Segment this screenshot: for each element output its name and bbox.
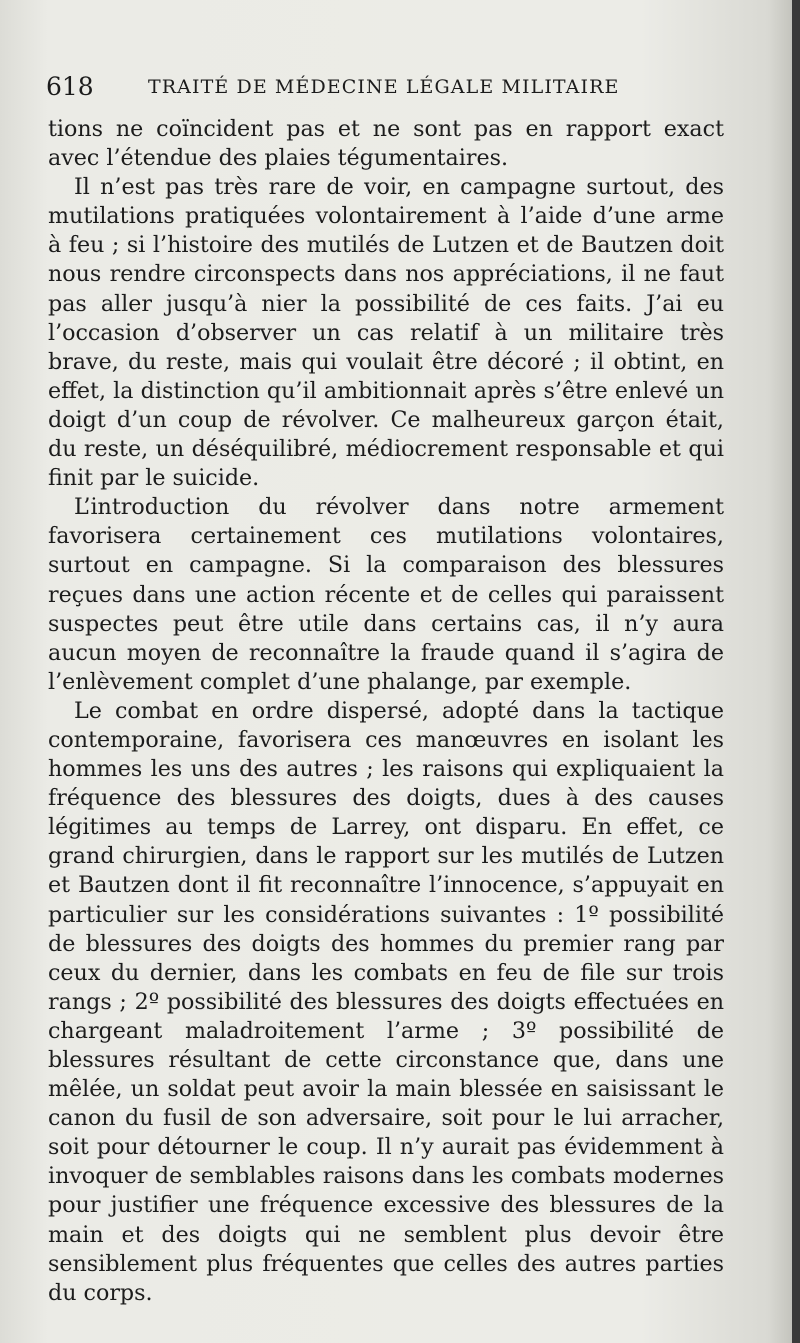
paragraph: Il n’est pas très rare de voir, en campagne surtout, des mutilations pratiquées volontairement à l’aide d’une arme à feu ; si l’histoire des mutilés de Lutzen et de Bautzen doit nous rendre circonspects dans nos appréciations, il ne faut pas aller jusqu’à nier la possibilité de ces faits. J’ai eu l’occasion d’observer un cas relatif à un militaire très brave, du reste, mais qui voulait être décoré ; il obtint, en effet, la distinction qu’il ambitionnait après s’être enlevé un doigt d’un coup de révolver. Ce malheureux garçon était, du reste, un déséquilibré, médiocrement responsable et qui finit par le suicide. [48, 174, 724, 492]
body-text [48, 115, 724, 1308]
book-spine-edge [792, 0, 800, 1343]
paragraph-continuation: tions ne coïncident pas et ne sont pas en rapport exact avec l’étendue des plaies tégumentaires. [48, 116, 724, 172]
paragraph: Le combat en ordre dispersé, adopté dans la tactique contemporaine, favorisera ces manœuvres en isolant les hommes les uns des autres ; les raisons qui expliquaient la fréquence des blessures des doigts, dues à des causes légitimes au temps de Larrey, ont disparu. En effet, ce grand chirurgien, dans le rapport sur les mutilés de Lutzen et Bautzen dont il fit reconnaître l’innocence, s’appuyait en particulier sur les considérations suivantes : 1º possibilité de blessures des doigts des hommes du premier rang par ceux du dernier, dans les combats en feu de file sur trois rangs ; 2º possibilité des blessures des doigts effectuées en chargeant maladroitement l’arme ; 3º possibilité de blessures résultant de cette circonstance que, dans une mêlée, un soldat peut avoir la main blessée en saisissant le canon du fusil de son adversaire, soit pour le lui arracher, soit pour détourner le coup. Il n’y aurait pas évidemment à invoquer de semblables raisons dans les combats modernes pour justifier une fréquence excessive des blessures de la main et des doigts qui ne semblent plus devoir être sensiblement plus fréquentes que celles des autres parties du corps. [48, 697, 724, 1306]
paragraph: L’introduction du révolver dans notre armement favorisera certainement ces mutilations volontaires, surtout en campagne. Si la comparaison des blessures reçues dans une action récente et de celles qui paraissent suspectes peut être utile dans certains cas, il n’y aura aucun moyen de reconnaître la fraude quand il s’agira de l’enlèvement complet d’une phalange, par exemple. [48, 494, 724, 695]
running-title: TRAITÉ DE MÉDECINE LÉGALE MILITAIRE [148, 76, 620, 98]
page-header [44, 70, 734, 110]
page-number: 618 [46, 72, 94, 101]
